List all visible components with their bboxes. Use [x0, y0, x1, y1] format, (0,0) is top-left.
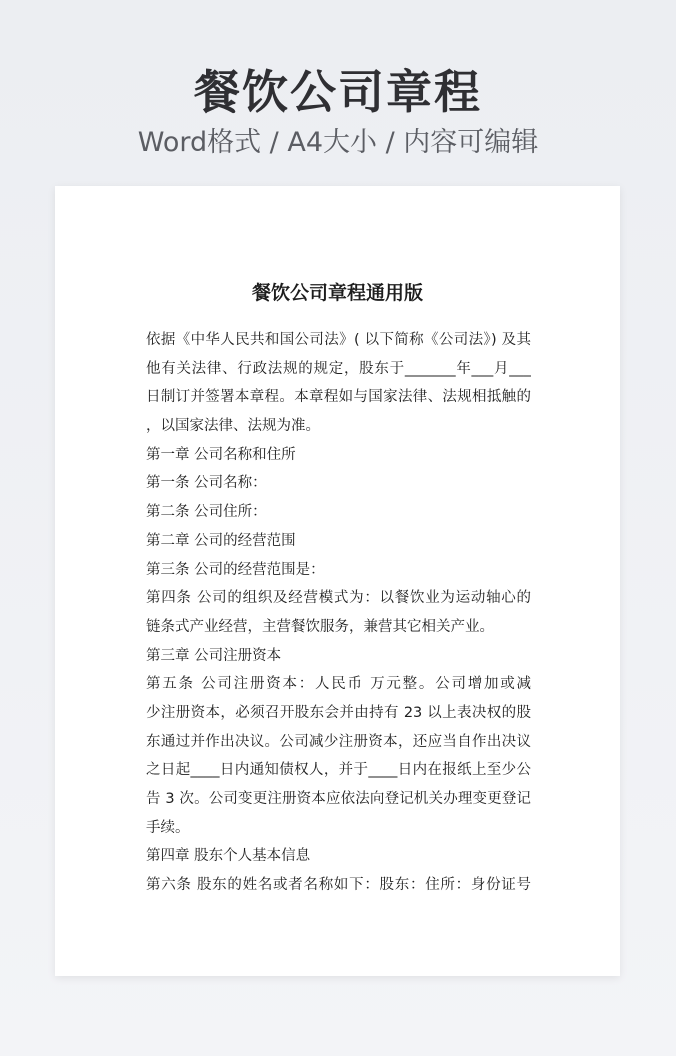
article-line: 链条式产业经营，主营餐饮服务，兼营其它相关产业。: [146, 618, 494, 635]
article-line: 东通过并作出决议。公司减少注册资本，还应当自作出决议: [146, 733, 531, 750]
article-line: 第二条 公司住所：: [146, 504, 267, 521]
page-header: [0, 62, 676, 162]
paragraph-line: 他有关法律、行政法规的规定，股东于_______年___月___: [146, 360, 531, 377]
page-subtitle: Word格式 / A4大小 / 内容可编辑: [137, 127, 539, 158]
document-body: [146, 326, 531, 900]
article-line: 之日起____日内通知债权人，并于____日内在报纸上至少公: [146, 762, 531, 779]
document-page: [55, 186, 620, 976]
document-title: 餐饮公司章程通用版: [251, 282, 423, 304]
article-line: 第六条 股东的姓名或者名称如下：股东：住所：身份证号: [146, 877, 531, 894]
article-line: 手续。: [146, 819, 190, 836]
page-title: 餐饮公司章程: [194, 65, 482, 119]
article-line: 告 3 次。公司变更注册资本应依法向登记机关办理变更登记: [146, 791, 531, 807]
article-line: 第三条 公司的经营范围是：: [146, 561, 325, 578]
chapter-heading: 第三章 公司注册资本: [146, 647, 282, 664]
article-line: 第四条 公司的组织及经营模式为：以餐饮业为运动轴心的: [146, 590, 531, 607]
chapter-heading: 第一章 公司名称和住所: [146, 446, 296, 463]
article-line: 第一条 公司名称：: [146, 475, 267, 492]
chapter-heading: 第二章 公司的经营范围: [146, 532, 296, 549]
paragraph-line: 依据《中华人民共和国公司法》( 以下简称《公司法》) 及其: [146, 332, 531, 348]
paragraph-line: ，以国家法律、法规为准。: [146, 418, 320, 435]
article-line: 少注册资本，必须召开股东会并由持有 23 以上表决权的股: [146, 704, 531, 721]
article-line: 第五条 公司注册资本：人民币 万元整。公司增加或减: [146, 676, 531, 693]
paragraph-line: 日制订并签署本章程。本章程如与国家法律、法规相抵触的: [146, 389, 531, 406]
chapter-heading: 第四章 股东个人基本信息: [146, 848, 311, 865]
